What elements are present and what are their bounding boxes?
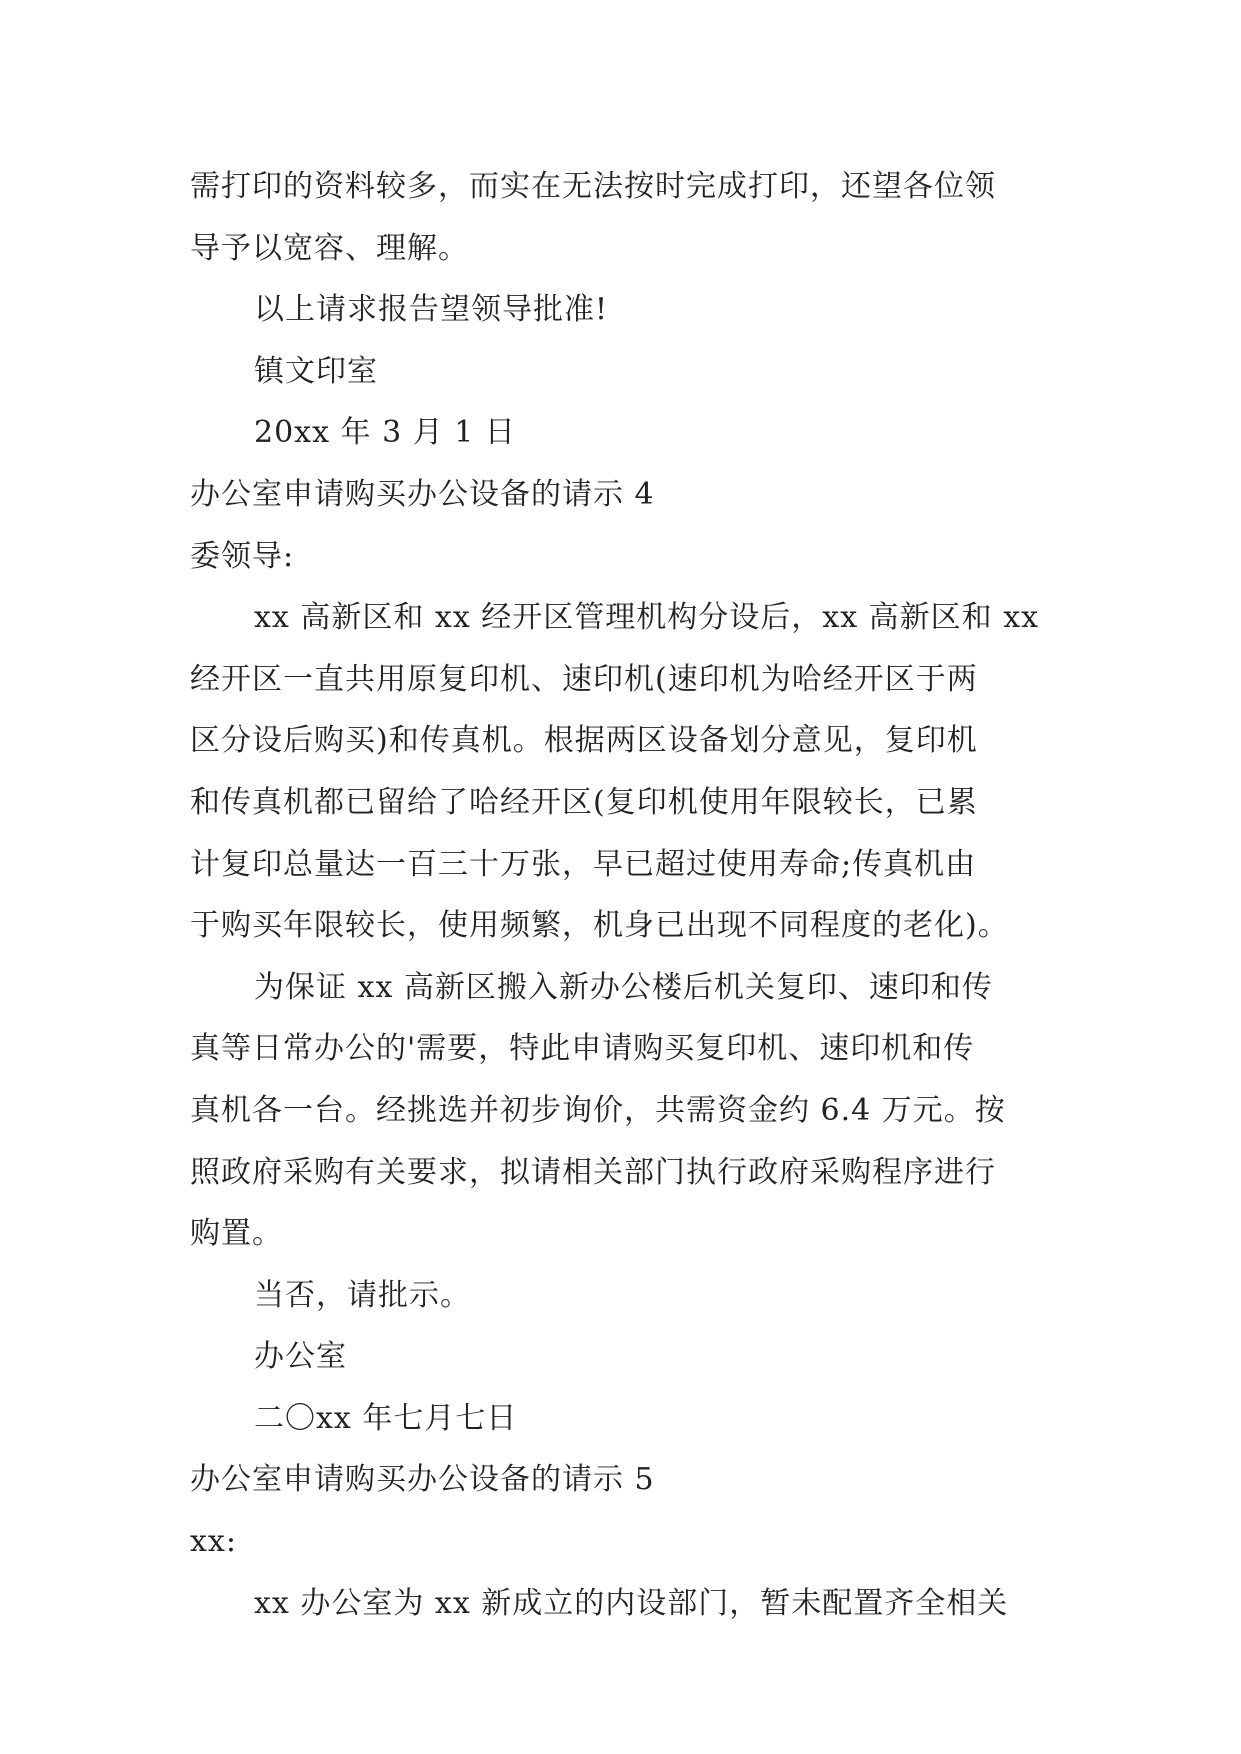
signature-line: 镇文印室 — [254, 353, 378, 389]
text-line: 当否，请批示。 — [254, 1277, 471, 1313]
text-line: 和传真机都已留给了哈经开区(复印机使用年限较长，已累 — [190, 784, 978, 820]
text-line: 真等日常办公的'需要，特此申请购买复印机、速印机和传 — [190, 1031, 975, 1067]
date-line: 20xx 年 3 月 1 日 — [254, 415, 516, 451]
document-body — [190, 156, 1060, 1634]
salutation-line: 委领导: — [190, 538, 295, 574]
text-line: 区分设后购买)和传真机。根据两区设备划分意见，复印机 — [190, 723, 978, 759]
section-heading: 办公室申请购买办公设备的请示 4 — [190, 476, 655, 512]
text-line: xx 高新区和 xx 经开区管理机构分设后，xx 高新区和 xx — [254, 600, 1040, 636]
text-line: xx 办公室为 xx 新成立的内设部门，暂未配置齐全相关 — [254, 1585, 1009, 1621]
text-line: 真机各一台。经挑选并初步询价，共需资金约 6.4 万元。按 — [190, 1092, 1006, 1128]
text-line: 照政府采购有关要求，拟请相关部门执行政府采购程序进行 — [190, 1154, 996, 1190]
text-line: 导予以宽容、理解。 — [190, 230, 469, 266]
date-line: 二〇xx 年七月七日 — [254, 1400, 518, 1436]
signature-line: 办公室 — [254, 1339, 347, 1375]
section-heading: 办公室申请购买办公设备的请示 5 — [190, 1462, 655, 1498]
text-line: 经开区一直共用原复印机、速印机(速印机为哈经开区于两 — [190, 661, 978, 697]
salutation-line: xx: — [190, 1524, 237, 1560]
text-line: 购置。 — [190, 1216, 283, 1252]
text-line: 为保证 xx 高新区搬入新办公楼后机关复印、速印和传 — [254, 969, 993, 1005]
text-line: 于购买年限较长，使用频繁，机身已出现不同程度的老化)。 — [190, 908, 1009, 944]
text-line: 计复印总量达一百三十万张，早已超过使用寿命;传真机由 — [190, 846, 977, 882]
text-line: 需打印的资料较多，而实在无法按时完成打印，还望各位领 — [190, 169, 996, 204]
text-line: 以上请求报告望领导批准! — [254, 292, 609, 328]
